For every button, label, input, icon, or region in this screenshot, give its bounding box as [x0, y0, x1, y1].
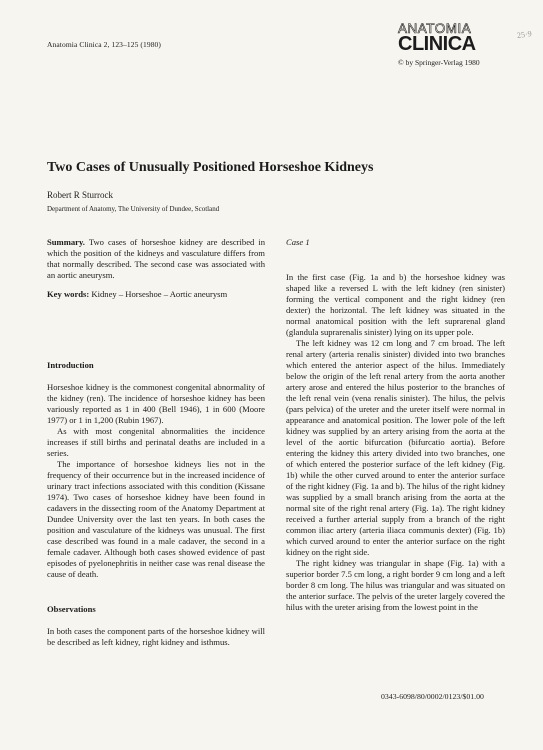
- intro-paragraph-1: Horseshoe kidney is the commonest congenital abnormality of the kidney (ren). The incidence of horseshoe kidney has been variously reported as 1 in 400 (Bell 1946), 1 in 600 (Moore 1977) or 1 in 1,200 (Rubin 1967).: [47, 382, 265, 425]
- observations-heading: Observations: [47, 604, 96, 614]
- case-1-paragraph-2: The left kidney was 12 cm long and 7 cm broad. The left renal artery (arteria renalis sinister) divided into two branches which entered the anterior aspect of the hilus. Immediately below the origin of the left renal artery from the aorta another artery arose and entered the hilus posterior to the branches of the left renal vein (vena renalis sinister). The hilus, the pelvis (pars pelvica) of the ureter and the ureter itself were normal in appearance and anatomical position. The lower pole of the left kidney was supplied by an artery arising from the aorta at the level of the aortic bifurcation (bifurcatio aortia). Before entering the kidney this artery divided into two branches, one of which entered the posterior surface of the left kidney (Fig. 1b) while the other curved around to enter the anterior surface of the right kidney (Fig. 1a and b). The hilus of the right kidney was supplied by a small branch arising from the aorta at the normal site of the right renal artery (Fig. 1a). The right kidney received a further arterial supply from a branch of the right common iliac artery (arteria iliaca communis dexter) (Fig. 1b) which curved around to enter the anterior surface on the right kidney on the right side.: [286, 338, 505, 557]
- case-1-heading: Case 1: [286, 237, 310, 247]
- observations-paragraph-1: In both cases the component parts of the horseshoe kidney will be described as left kidney, right kidney and isthmus.: [47, 626, 265, 647]
- summary-paragraph: [47, 237, 265, 281]
- introduction-heading: Introduction: [47, 360, 94, 370]
- left-column: [47, 237, 265, 648]
- intro-paragraph-2: As with most congenital abnormalities the incidence increases if still births and perinatal deaths are included in a series.: [47, 426, 265, 458]
- logo-line-clinica: CLINICA: [398, 33, 476, 55]
- article-code: 0343-6098/80/0002/0123/$01.00: [381, 692, 484, 701]
- keywords-label: Key words:: [47, 289, 90, 299]
- article-title: Two Cases of Unusually Positioned Horseshoe Kidneys: [47, 160, 374, 175]
- logo-line-anatomia: ANATOMIA: [398, 21, 472, 36]
- summary-text: Two cases of horseshoe kidney are described in which the position of the kidneys and vasculature differs from that normally described. The second case was associated with an aortic aneurysm.: [47, 237, 266, 280]
- intro-paragraph-3: The importance of horseshoe kidneys lies not in the frequency of their occurrence but in the increased incidence of urinary tract infections associated with this condition (Kissane 1974). Two cases of horseshoe kidney have been found in cadavers in the dissecting room of the Anatomy Department at Dundee University over the last ten years. In both cases the position and vasculature of the kidneys was unusual. The first case described was found in a male cadaver, the second in a female cadaver. Although both cases showed evidence of past episodes of pyelonephritis in neither case was renal disease the cause of death.: [47, 459, 265, 579]
- author-affiliation: Department of Anatomy, The University of Dundee, Scotland: [47, 205, 220, 213]
- copyright-notice: © by Springer-Verlag 1980: [398, 58, 480, 67]
- keywords-text: Kidney – Horseshoe – Aortic aneurysm: [91, 289, 228, 299]
- summary-label: Summary.: [47, 237, 85, 247]
- case-1-paragraph-1: In the first case (Fig. 1a and b) the horseshoe kidney was shaped like a reversed L with the left kidney (ren sinister) forming the vertical component and the right kidney (ren dexter) the horizontal. The left kidney was situated in the normal anatomical position with the left suprarenal gland (glandula suprarenalis sinister) lying on its upper pole.: [286, 272, 505, 337]
- margin-note: 25·9: [516, 29, 533, 40]
- keywords-paragraph: [47, 289, 265, 300]
- case-spacer: [286, 247, 505, 272]
- case-1-paragraph-3: The right kidney was triangular in shape (Fig. 1a) with a superior border 7.5 cm long, a right border 9 cm long and a left border 8 cm long. The hilus was triangular and was situated on the anterior surface. The pelvis of the ureter largely covered the hilus with the ureter arising from the lowest point in the: [286, 558, 505, 612]
- author-name: Robert R Sturrock: [47, 190, 113, 200]
- journal-logo: [398, 22, 508, 67]
- running-head: Anatomia Clinica 2, 123–125 (1980): [47, 40, 162, 49]
- right-column: [286, 237, 505, 613]
